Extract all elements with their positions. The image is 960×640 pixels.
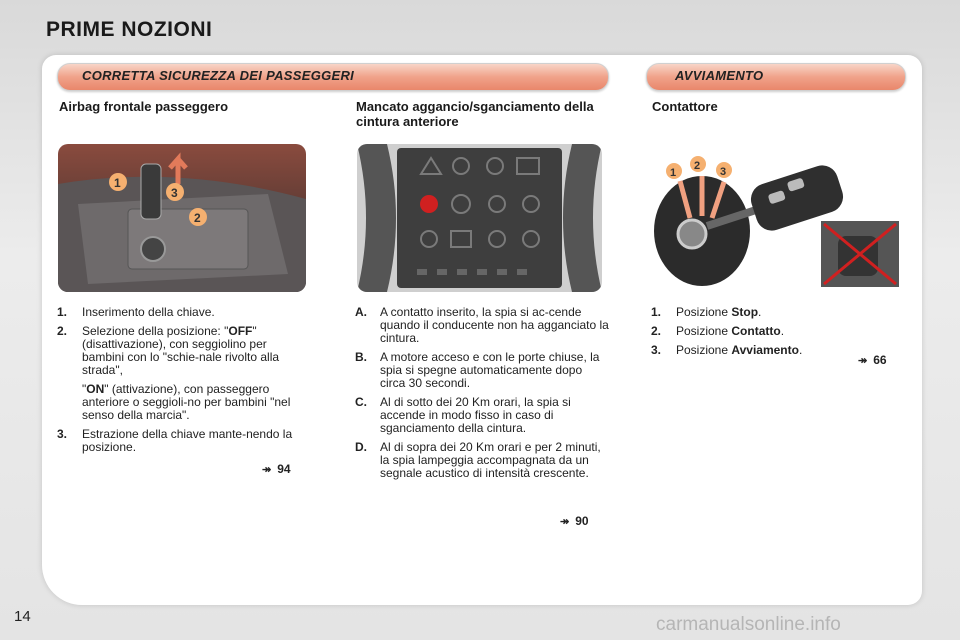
list-item: 1. Posizione Stop.: [651, 305, 762, 319]
section-tab-start: [646, 63, 906, 91]
svg-text:1: 1: [114, 176, 121, 190]
seatbelt-warning-lights-photo: [357, 144, 602, 292]
page-number: 14: [14, 608, 31, 625]
col3-title: Contattore: [652, 99, 718, 114]
svg-text:3: 3: [171, 186, 178, 200]
list-item: A. A contatto inserito, la spia si ac-cende quando il conducente non ha agganciato la cintura.: [355, 305, 609, 345]
section-tab-safety-label: CORRETTA SICUREZZA DEI PASSEGGERI: [82, 68, 355, 83]
page-reference-link[interactable]: ↠ 90: [560, 514, 589, 528]
section-tab-safety: [57, 63, 609, 91]
airbag-key-switch-photo: [58, 144, 306, 292]
list-item: D. Al di sopra dei 20 Km orari e per 2 minuti, la spia lampeggia accompagnata da un segnale acustico di intensità crescente.: [355, 440, 601, 480]
double-arrow-right-icon: ↠: [262, 464, 272, 476]
watermark: carmanualsonline.info: [656, 614, 841, 635]
page-title: PRIME NOZIONI: [46, 18, 213, 41]
list-item: C. Al di sotto dei 20 Km orari, la spia si accende in modo fisso in caso di sganciamento della cintura.: [355, 395, 571, 435]
page-reference-link[interactable]: ↠ 94: [262, 462, 291, 476]
svg-text:2: 2: [694, 160, 701, 172]
col1-list: [57, 306, 305, 460]
ignition-switch-photo: [652, 146, 904, 292]
col1-title: Airbag frontale passeggero: [59, 99, 229, 114]
svg-text:1: 1: [670, 167, 677, 179]
svg-text:3: 3: [720, 166, 727, 178]
col2-list: [355, 306, 610, 486]
list-item: 2. Posizione Contatto.: [651, 324, 785, 338]
col2-title: Mancato aggancio/sganciamento della cintura anteriore: [356, 99, 594, 129]
svg-text:2: 2: [194, 211, 201, 225]
double-arrow-right-icon: ↠: [560, 516, 570, 528]
list-item: B. A motore acceso e con le porte chiuse, la spia si spegne automaticamente dopo circa 30 secondi.: [355, 350, 600, 390]
page-reference-link[interactable]: ↠ 66: [858, 353, 887, 367]
list-item: 1. Inserimento della chiave.: [57, 305, 215, 319]
list-item: 3. Posizione Avviamento.: [651, 343, 803, 357]
list-item: 3. Estrazione della chiave mante-nendo la posizione.: [57, 427, 293, 454]
double-arrow-right-icon: ↠: [858, 355, 868, 367]
section-tab-start-label: AVVIAMENTO: [675, 68, 764, 83]
list-item: 2. Selezione della posizione: "OFF" (disattivazione), con seggiolino per bambini con lo "schie-nale rivolto alla strada", "ON" (attivazione), con passeggero anteriore o seggioli-no per bambini "nel senso della marcia".: [57, 324, 291, 422]
